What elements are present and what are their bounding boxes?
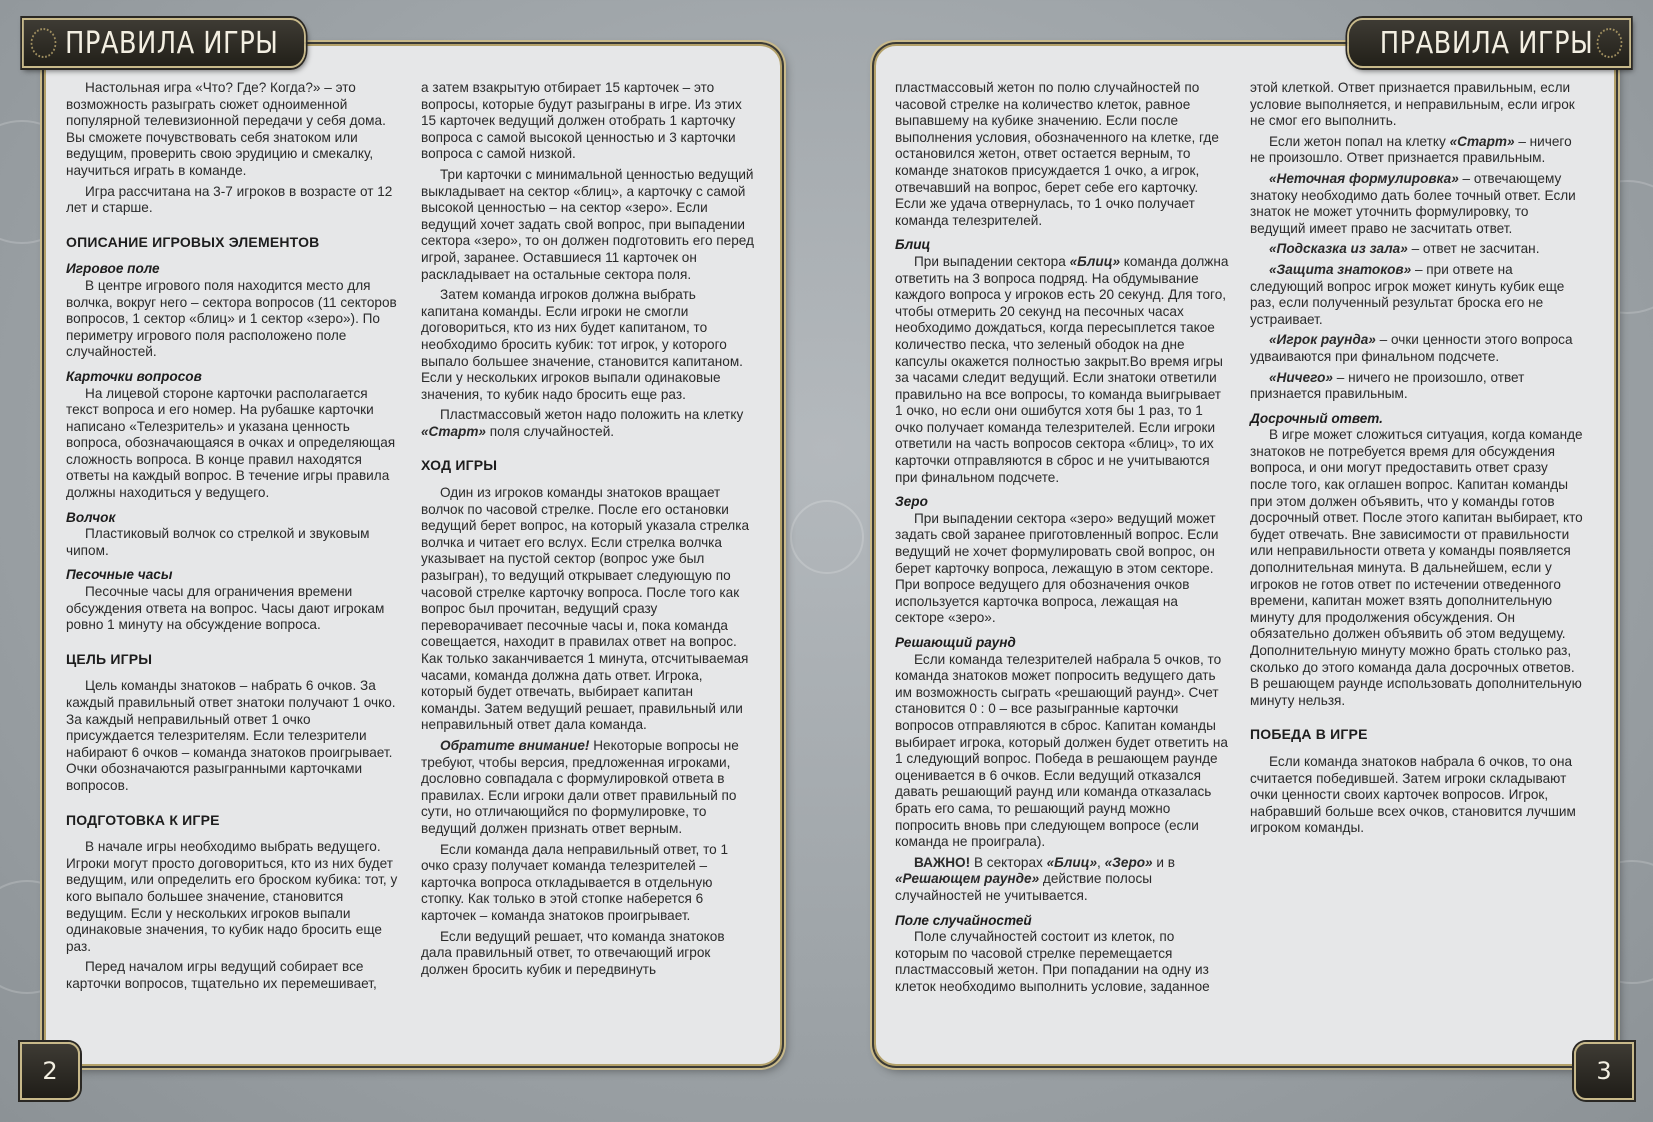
subsection-heading: Песочные часы	[66, 567, 173, 583]
subsection-heading: Поле случайностей	[895, 912, 1032, 928]
section-heading: ЦЕЛЬ ИГРЫ	[66, 650, 153, 667]
left-page-title: ПРАВИЛА ИГРЫ	[65, 26, 279, 61]
right-page-title: ПРАВИЛА ИГРЫ	[1379, 26, 1594, 61]
left-header-banner	[22, 18, 306, 68]
left-page-number: 2	[20, 1042, 80, 1100]
paragraph: Если команда знатоков набрала 6 очков, то она считается победившей. Затем игроки складывают очки ценности своих карточек вопросов. Игрок, набравший больше всех очков, становится лучшим игроком команды.	[1250, 753, 1576, 836]
paragraph: «Подсказка из зала» – ответ не засчитан.	[1269, 241, 1540, 257]
column-1	[66, 80, 400, 997]
column-3	[895, 80, 1229, 999]
ornament-icon	[1597, 28, 1623, 58]
column-2	[421, 80, 755, 982]
paragraph: Если команда дала неправильный ответ, то 1 очко сразу получает команда телезрителей – карточка вопроса откладывается в отдельную стопку. Как только в этой стопке наберется 6 карточек – команда знатоков проигрывает.	[421, 841, 729, 923]
paragraph: а затем взакрытую отбирает 15 карточек – это вопросы, которые будут разыграны в игре. Из этих 15 карточек ведущий должен отобрать 1 карточку вопроса с самой высокой ценностью и 3 карточки вопроса с самой низкой.	[421, 80, 742, 162]
paragraph: В начале игры необходимо выбрать ведущего. Игроки могут просто договориться, кто из них будет ведущим, или определить его броском кубика: тот, у кого выпало большее значение, становится ведущим. Если у нескольких игроков выпали одинаковые значения, то кубик надо бросить еще раз.	[66, 839, 398, 954]
paragraph: При выпадении сектора «зеро» ведущий может задать свой заранее приготовленный вопрос. Если ведущий не хочет формулировать свой вопрос, он берет карточку вопроса, лежащую в этом секторе. При вопросе ведущего для обозначения очков используется карточка вопроса, лежащая на секторе «зеро».	[895, 510, 1219, 626]
decor-swirl	[790, 500, 864, 574]
right-header-banner	[1347, 18, 1631, 68]
paragraph: «Игрок раунда» – очки ценности этого вопроса удваиваются при финальном подсчете.	[1250, 332, 1573, 364]
subsection-heading: Карточки вопросов	[66, 368, 202, 384]
important-paragraph: ВАЖНО! В секторах «Блиц», «Зеро» и в «Решающем раунде» действие полосы случайностей не учитывается.	[895, 854, 1175, 903]
paragraph: Если ведущий решает, что команда знатоков дала правильный ответ, то отвечающий игрок должен бросить кубик и передвинуть	[421, 928, 725, 977]
paragraph: В игре может сложиться ситуация, когда команде знатоков не потребуется время для обсуждения вопроса, и они могут предоставить ответ сразу после того, как оглашен вопрос. Капитан команды при этом должен объявить, что у команды готов досрочный ответ. После этого капитан выбирает, кто будет отвечать. Вне зависимости от правильности или неправильности ответа у команды появляется дополнительная минута. В дальнейшем, если у игроков не готов ответ по истечении отведенного времени, капитан может взять дополнительную минуту для продолжения обсуждения. Он обязательно должен объявить об этом ведущему. Дополнительную минуту можно брать столько раз, сколько до этого команда дала досрочных ответов. В решающем раунде использовать дополнительную минуту нельзя.	[1250, 427, 1583, 708]
note-paragraph: Обратите внимание! Некоторые вопросы не требуют, чтобы версия, предложенная игроками, дословно совпадала с формулировкой ответа в правилах. Если игроки дали ответ правильный по сути, но отличающийся по формулировке, то ведущий должен признать ответ верным.	[421, 737, 739, 836]
section-heading: ХОД ИГРЫ	[421, 457, 498, 474]
intro-paragraph: Настольная игра «Что? Где? Когда?» – это возможность разыграть сюжет одноименной популярной телевизионной передачи у себя дома. Вы сможете почувствовать себя знатоком или ведущим, проверить свою эрудицию и смекалку, научиться играть в команде.	[66, 80, 386, 178]
paragraph: Цель команды знатоков – набрать 6 очков. За каждый правильный ответ знатоки получают 1 очко. За каждый неправильный ответ 1 очко присуждается телезрителям. Если телезрители набирают 6 очков – команда знатоков проигрывает. Очки обозначаются разыгранными карточками вопросов.	[66, 678, 396, 793]
paragraph: «Защита знатоков» – при ответе на следующий вопрос игрок может кинуть кубик еще раз, если полученный результат броска его не устраивает.	[1250, 261, 1565, 327]
subsection-heading: Игровое поле	[66, 261, 160, 277]
paragraph: Если жетон попал на клетку «Старт» – ничего не произошло. Ответ признается правильным.	[1250, 133, 1572, 166]
paragraph: Пластиковый волчок со стрелкой и звуковым чипом.	[66, 526, 370, 558]
paragraph: Три карточки с минимальной ценностью ведущий выкладывает на сектор «блиц», а карточку с самой высокой ценностью – на сектор «зеро». Если ведущий хочет задать свой вопрос, при выпадении сектора «зеро», то он должен подготовить его перед игрой, заранее. Оставшиеся 11 карточек он раскладывает на остальные сектора поля.	[421, 166, 754, 282]
paragraph: В центре игрового поля находится место для волчка, вокруг него – сектора вопросов (11 секторов вопросов, 1 сектор «блиц» и 1 сектор «зеро»). По периметру игрового поля расположено поле случайностей.	[66, 277, 397, 360]
section-heading: ПОДГОТОВКА К ИГРЕ	[66, 811, 220, 828]
subsection-heading: Решающий раунд	[895, 635, 1016, 650]
paragraph: Песочные часы для ограничения времени обсуждения ответа на вопрос. Часы дают игрокам ровно 1 минуту на обсуждение вопроса.	[66, 584, 385, 633]
paragraph: Затем команда игроков должна выбрать капитана команды. Если игроки не смогли договориться, кто из них будет капитаном, то необходимо бросить кубик: тот игрок, у которого выпало большее значение, становится капитаном. Если у нескольких игроков выпали одинаковые значения, то кубик надо бросить еще раз.	[421, 287, 743, 402]
subsection-heading: Зеро	[895, 494, 928, 510]
paragraph: На лицевой стороне карточки располагается текст вопроса и его номер. На рубашке карточки написано «Телезритель» и указана ценность вопроса, обозначающаяся в очках и определяющая сложность вопроса. В конце правил находятся ответы на каждый вопрос. В течение игры правила должны находиться у ведущего.	[66, 385, 396, 501]
paragraph: Если команда телезрителей набрала 5 очков, то команда знатоков может попросить ведущего дать им возможность сыграть «решающий раунд». Счет становится 0 : 0 – все разыгранные карточки вопросов отправляются в сброс. Капитан команды выбирает игрока, который должен будет ответить на 1 следующий вопрос. Победа в решающем раунде оценивается в 6 очков. Если ведущий отказался давать решающий раунд или команда отказалась брать его сама, то решающий раунд можно попросить вновь при следующем вопросе (если команда не проиграла).	[895, 651, 1228, 850]
column-4	[1250, 80, 1584, 841]
paragraph: Поле случайностей состоит из клеток, по которым по часовой стрелке перемещается пластмассовый жетон. При попадании на одну из клеток необходимо выполнить условие, заданное	[895, 929, 1210, 994]
ornament-icon	[31, 28, 57, 58]
subsection-heading: Досрочный ответ.	[1250, 410, 1383, 426]
paragraph: Один из игроков команды знатоков вращает волчок по часовой стрелке. После его остановки ведущий берет вопрос, на который указала стрелка волчка и читает его вслух. Если стрелка волчка указывает на пустой сектор (вопрос уже был разыгран), то ведущий открывает следующую по часовой стрелке карточку вопроса. После того как вопрос был прочитан, ведущий сразу переворачивает песочные часы и, пока команда совещается, находит в правилах ответ на вопрос. Как только заканчивается 1 минута, отсчитываемая часами, команда должна дать ответ. Игрока, который будет отвечать, выбирает капитан команды. Затем ведущий решает, правильный или неправильный ответ дала команда.	[421, 485, 750, 733]
paragraph: пластмассовый жетон по полю случайностей по часовой стрелке на количество клеток, равное выпавшему на кубике значению. Если после выполнения условия, обозначенного на клетке, где остановился жетон, ответ остается верным, то команде знатоков присуждается 1 очко, а игрок, отвечавший на вопрос, берет себе его карточку. Если же удача отвернулась, то 1 очко получает команда телезрителей.	[895, 80, 1219, 228]
section-heading: ОПИСАНИЕ ИГРОВЫХ ЭЛЕМЕНТОВ	[66, 233, 320, 250]
paragraph: «Ничего» – ничего не произошло, ответ признается правильным.	[1250, 369, 1525, 402]
paragraph: Пластмассовый жетон надо положить на клетку «Старт» поля случайностей.	[421, 407, 744, 439]
paragraph: этой клеткой. Ответ признается правильным, если условие выполняется, и неправильным, если игрок не смог его выполнить.	[1250, 80, 1575, 129]
right-page-number: 3	[1574, 1042, 1634, 1100]
paragraph: При выпадении сектора «Блиц» команда должна ответить на 3 вопроса подряд. На обдумывание каждого вопроса у игроков есть 20 секунд. Для того, чтобы отмерить 20 секунд на песочных часах необходимо дождаться, когда пересыплется такое количество песка, что зеленый ободок на дне капсулы окажется полностью закрыт.Во время игры за часами следит ведущий. Если знатоки ответили правильно на все вопросы, то команда выигрывает 1 очко, но если они ошибутся хотя бы 1 раз, то 1 очко получает команда телезрителей. Если игроки ответили на часть вопросов сектора «блиц», то их карточки отправляются в сброс и не учитываются при финальном подсчете.	[895, 253, 1229, 485]
subsection-heading: Волчок	[66, 509, 116, 525]
paragraph: Перед началом игры ведущий собирает все карточки вопросов, тщательно их перемешивает,	[66, 959, 377, 991]
subsection-heading: Блиц	[895, 237, 931, 253]
paragraph: «Неточная формулировка» – отвечающему знатоку необходимо дать более точный ответ. Если знаток не может уточнить формулировку, то ведущий имеет право не засчитать ответ.	[1250, 170, 1576, 236]
section-heading: ПОБЕДА В ИГРЕ	[1250, 726, 1368, 743]
intro-paragraph: Игра рассчитана на 3-7 игроков в возрасте от 12 лет и старше.	[66, 183, 393, 216]
